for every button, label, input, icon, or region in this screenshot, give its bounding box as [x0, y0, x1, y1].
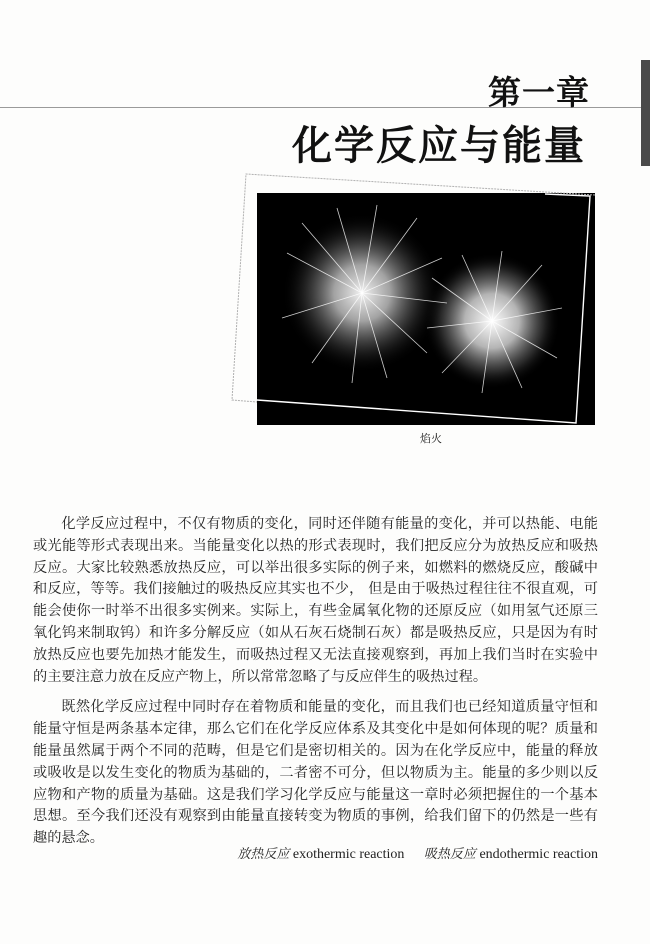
chapter-title: 化学反应与能量 — [292, 122, 586, 169]
glossary-term — [237, 847, 408, 862]
body-text — [33, 514, 598, 859]
chapter-edge-tab — [641, 60, 650, 166]
paragraph: 既然化学反应过程中同时存在着物质和能量的变化，而且我们也已经知道质量守恒和能量守恒是两条基本定律，那么它们在化学反应体系及其变化中是如何体现的呢？质量和能量虽然属于两个不同的范畴，但是它们是密切相关的。因为在化学反应中，能量的释放或吸收是以发生变化的物质为基础的，二者密不可分，但以物质为主。能量的多少则以反应物和产物的质量为基础。这是我们学习化学反应与能量这一章时必须把握住的一个基本思想。至今我们还没有观察到由能量直接转变为物质的事例，给我们留下的仍然是一些有趣的悬念。 — [33, 699, 598, 847]
glossary-term-zh: 吸热反应 — [423, 847, 476, 862]
chapter-number: 第一章 — [488, 73, 590, 112]
glossary-term-en: endothermic reaction — [479, 847, 598, 862]
figure-caption — [0, 430, 650, 446]
figure-caption-text: 焰火 — [420, 432, 442, 445]
glossary — [237, 843, 598, 863]
fireworks-photo — [257, 193, 595, 425]
glossary-term-zh: 放热反应 — [237, 847, 290, 862]
glossary-term — [424, 847, 598, 862]
paragraph: 化学反应过程中，不仅有物质的变化，同时还伴随有能量的变化，并可以热能、电能或光能等形式表现出来。当能量变化以热的形式表现时，我们把反应分为放热反应和吸热反应。大家比较熟悉放热反应，可以举出很多实际的例子来，如燃料的燃烧反应，酸碱中和反应，等等。我们接触过的吸热反应其实也不少， 但是由于吸热过程往往不很直观，可能会使你一时举不出很多实例来。实际上，有些金属氧化物的还原反应（如用氢气还原三氧化钨来制取钨）和许多分解反应（如从石灰石烧制石灰）都是吸热反应，只是因为有时放热反应也要先加热才能发生，而吸热过程又无法直接观察到，再加上我们当时在实验中的主要注意力放在反应产物上，所以常常忽略了与反应伴生的吸热过程。 — [33, 516, 598, 685]
glossary-term-en: exothermic reaction — [292, 847, 405, 862]
fireworks-image — [257, 193, 595, 425]
